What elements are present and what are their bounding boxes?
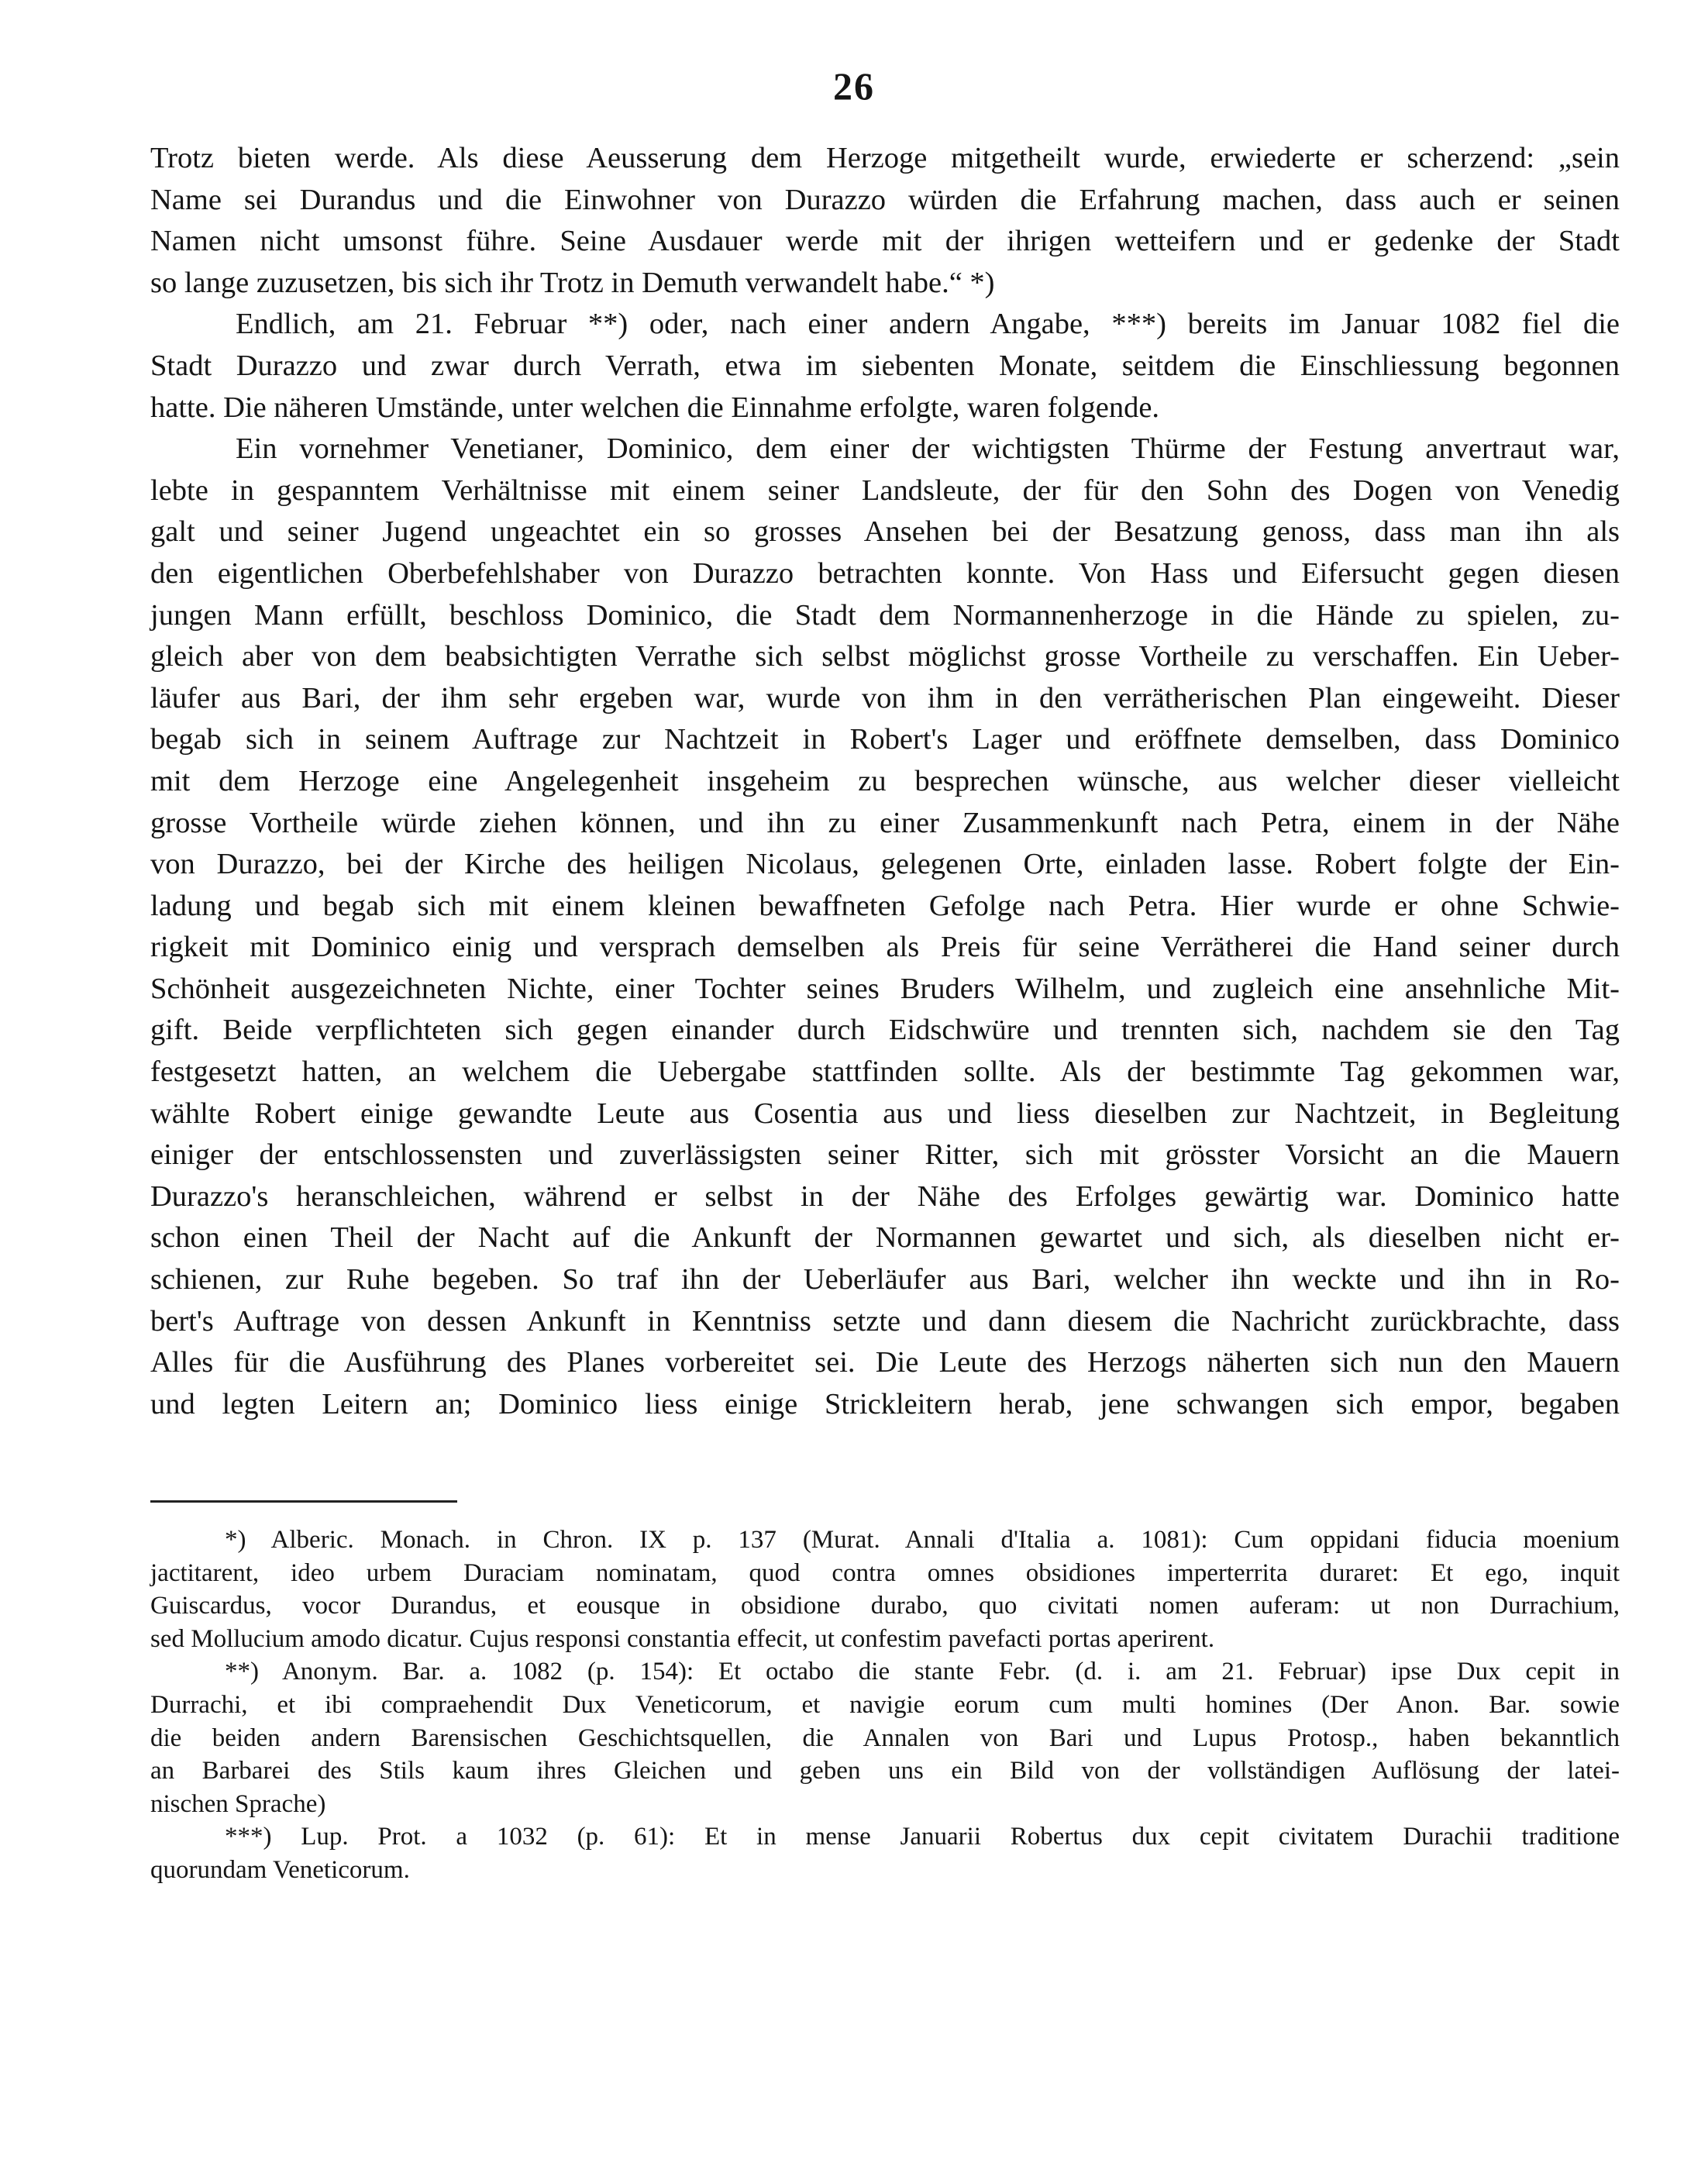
text-line: ladung und begab sich mit einem kleinen bewaffneten Gefolge nach Petra. Hier wurde er ohne Schwie- — [150, 889, 1620, 922]
footnote-line: sed Mollucium amodo dicatur. Cujus responsi constantia effecit, ut confestim pavefacti portas aperirent. — [150, 1624, 1215, 1653]
footnote-line: an Barbarei des Stils kaum ihres Gleichen und geben uns ein Bild von der vollständigen Auflösung der latei- — [150, 1757, 1620, 1785]
text-line: Schönheit ausgezeichneten Nichte, einer Tochter seines Bruders Wilhelm, und zugleich eine ansehnliche Mit- — [150, 972, 1620, 1005]
text-line: einiger der entschlossensten und zuverlässigsten seiner Ritter, sich mit grösster Vorsicht an die Mauern — [150, 1138, 1620, 1172]
text-line: begab sich in seinem Auftrage zur Nachtzeit in Robert's Lager und eröffnete demselben, dass Dominico — [150, 723, 1620, 756]
text-line: schienen, zur Ruhe begeben. So traf ihn der Ueberläufer aus Bari, welcher ihn weckte und ihn in Ro- — [150, 1263, 1620, 1296]
text-line: gleich aber von dem beabsichtigten Verrathe sich selbst möglichst grosse Vortheile zu verschaffen. Ein Ueber- — [150, 640, 1620, 673]
page-number: 26 — [833, 64, 875, 108]
footnote-separator — [150, 1500, 457, 1503]
footnote-line: nischen Sprache) — [150, 1789, 326, 1818]
footnote-line: die beiden andern Barensischen Geschichtsquellen, die Annalen von Bari und Lupus Protosp., haben bekanntlich — [150, 1723, 1620, 1752]
text-line: Alles für die Ausführung des Planes vorbereitet sei. Die Leute des Herzogs näherten sich nun den Mauern — [150, 1346, 1620, 1379]
text-line: Durazzo's heranschleichen, während er selbst in der Nähe des Erfolges gewärtig war. Dominico hatte — [150, 1179, 1620, 1213]
text-line: von Durazzo, bei der Kirche des heiligen Nicolaus, gelegenen Orte, einladen lasse. Robert folgte der Ein- — [150, 848, 1620, 881]
text-line: Stadt Durazzo und zwar durch Verrath, etwa im siebenten Monate, seitdem die Einschliessung begonnen — [150, 349, 1620, 382]
text-line: so lange zuzusetzen, bis sich ihr Trotz in Demuth verwandelt habe.“ *) — [150, 266, 995, 299]
text-line: schon einen Theil der Nacht auf die Ankunft der Normannen gewartet und sich, als dieselben nicht er- — [150, 1221, 1620, 1255]
text-line: Ein vornehmer Venetianer, Dominico, dem einer der wichtigsten Thürme der Festung anvertraut war, — [236, 432, 1620, 466]
text-line: läufer aus Bari, der ihm sehr ergeben war, wurde von ihm in den verrätherischen Plan eingeweiht. Dieser — [150, 681, 1620, 715]
text-line: jungen Mann erfüllt, beschloss Dominico, die Stadt dem Normannenherzoge in die Hände zu spielen, zu- — [150, 598, 1620, 632]
text-line: festgesetzt hatten, an welchem die Uebergabe stattfinden sollte. Als der bestimmte Tag gekommen war, — [150, 1055, 1620, 1089]
text-line: wählte Robert einige gewandte Leute aus Cosentia aus und liess dieselben zur Nachtzeit, in Begleitung — [150, 1097, 1620, 1130]
footnote-line: Guiscardus, vocor Durandus, et eousque in obsidione durabo, quo civitati nomen auferam: ut non Durrachium, — [150, 1592, 1620, 1620]
footnote-line: Durrachi, et ibi compraehendit Dux Veneticorum, et navigie eorum cum multi homines (Der Anon. Bar. sowie — [150, 1690, 1620, 1719]
footnote-line: **) Anonym. Bar. a. 1082 (p. 154): Et octabo die stante Febr. (d. i. am 21. Februar) ipse Dux cepit in — [225, 1658, 1620, 1686]
text-line: bert's Auftrage von dessen Ankunft in Kenntniss setzte und dann diesem die Nachricht zurückbrachte, dass — [150, 1304, 1620, 1338]
footnotes — [150, 1524, 1620, 1887]
text-line: gift. Beide verpflichteten sich gegen einander durch Eidschwüre und trennten sich, nachdem sie den Tag — [150, 1014, 1620, 1047]
text-line: Trotz bieten werde. Als diese Aeusserung dem Herzoge mitgetheilt wurde, erwiederte er scherzend: „sein — [150, 142, 1620, 174]
text-line: lebte in gespanntem Verhältnisse mit einem seiner Landsleute, der für den Sohn des Dogen von Venedig — [150, 473, 1620, 507]
text-line: Namen nicht umsonst führe. Seine Ausdauer werde mit der ihrigen wetteifern und er gedenke der Stadt — [150, 225, 1620, 258]
text-line: Name sei Durandus und die Einwohner von Durazzo würden die Erfahrung machen, dass auch er seinen — [150, 183, 1620, 216]
footnote-line: ***) Lup. Prot. a 1032 (p. 61): Et in mense Januarii Robertus dux cepit civitatem Durachii traditione — [225, 1823, 1620, 1851]
footnote-line: jactitarent, ideo urbem Duraciam nominatam, quod contra omnes obsidiones imperterrita duraret: Et ego, inquit — [150, 1558, 1620, 1587]
text-line: rigkeit mit Dominico einig und versprach demselben als Preis für seine Verrätherei die Hand seiner durch — [150, 931, 1620, 964]
text-line: den eigentlichen Oberbefehlshaber von Durazzo betrachten konnte. Von Hass und Eifersucht gegen diesen — [150, 556, 1620, 590]
footnote-line: *) Alberic. Monach. in Chron. IX p. 137 (Murat. Annali d'Italia a. 1081): Cum oppidani fiducia moenium — [225, 1526, 1620, 1554]
footnote-line: quorundam Veneticorum. — [150, 1855, 410, 1884]
main-text — [150, 138, 1620, 1425]
text-line: grosse Vortheile würde ziehen können, und ihn zu einer Zusammenkunft nach Petra, einem in der Nähe — [150, 806, 1620, 839]
text-line: und legten Leitern an; Dominico liess einige Strickleitern herab, jene schwangen sich empor, begaben — [150, 1387, 1620, 1420]
text-line: mit dem Herzoge eine Angelegenheit insgeheim zu besprechen wünsche, aus welcher dieser vielleicht — [150, 764, 1620, 797]
text-line: Endlich, am 21. Februar **) oder, nach einer andern Angabe, ***) bereits im Januar 1082 fiel die — [236, 308, 1620, 341]
text-line: galt und seiner Jugend ungeachtet ein so grosses Ansehen bei der Besatzung genoss, dass man ihn als — [150, 515, 1620, 549]
text-line: hatte. Die näheren Umstände, unter welchen die Einnahme erfolgte, waren folgende. — [150, 391, 1160, 424]
